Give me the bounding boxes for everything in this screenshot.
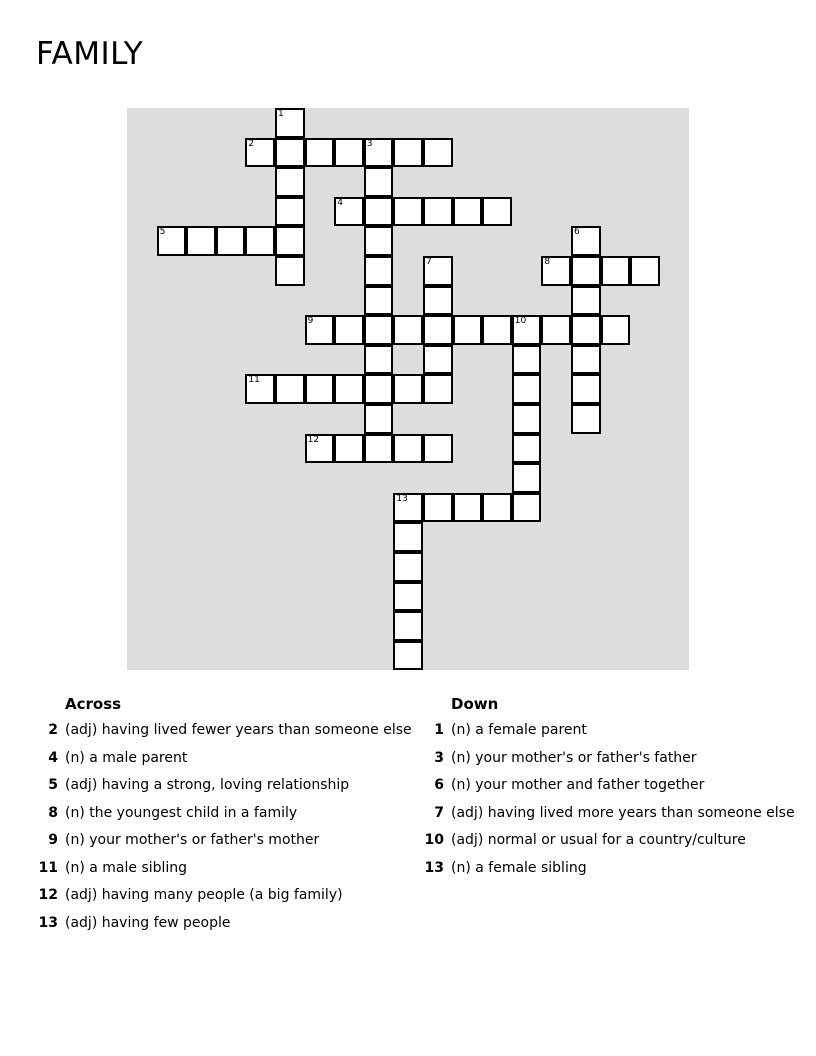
grid-cell[interactable] <box>393 522 423 552</box>
across-clue-item <box>30 805 412 833</box>
grid-cell[interactable] <box>482 197 512 227</box>
grid-cell[interactable] <box>305 138 335 168</box>
grid-cell[interactable] <box>423 315 453 345</box>
grid-cell[interactable] <box>512 493 542 523</box>
grid-cell[interactable] <box>393 138 423 168</box>
grid-cell[interactable] <box>393 641 423 671</box>
clue-number: 10 <box>424 832 444 848</box>
cell-number: 1 <box>278 109 284 119</box>
cell-number: 2 <box>248 138 255 149</box>
grid-cell[interactable] <box>275 138 305 168</box>
clue-number: 2 <box>48 722 58 738</box>
across-clue-item <box>30 750 412 778</box>
grid-cell[interactable] <box>275 226 305 256</box>
clue-number: 9 <box>48 832 58 848</box>
grid-cell[interactable] <box>423 434 453 464</box>
cell-number: 9 <box>307 316 314 327</box>
grid-cell[interactable] <box>364 374 394 404</box>
clue-number: 3 <box>434 749 444 766</box>
grid-cell[interactable] <box>305 315 335 345</box>
clue-text: (n) a male sibling <box>65 859 188 876</box>
down-heading: Down <box>451 695 499 713</box>
grid-cell[interactable] <box>364 197 394 227</box>
cell-number: 5 <box>159 227 166 238</box>
clue-text: (adj) normal or usual for a country/culture <box>451 832 746 848</box>
grid-cell[interactable] <box>512 345 542 375</box>
clue-text: (n) a female sibling <box>451 859 587 876</box>
grid-cell[interactable] <box>512 374 542 404</box>
cell-number: 6 <box>574 227 580 238</box>
down-clues <box>416 694 795 887</box>
grid-cell[interactable] <box>453 493 483 523</box>
across-clue-item <box>30 832 412 860</box>
grid-cell[interactable] <box>393 434 423 464</box>
grid-cell[interactable] <box>275 374 305 404</box>
clue-text: (n) your mother's or father's father <box>451 749 697 766</box>
grid-cell[interactable] <box>571 226 601 256</box>
grid-cell[interactable] <box>245 138 275 168</box>
clue-text: (adj) having few people <box>65 914 231 931</box>
grid-cell[interactable] <box>334 434 364 464</box>
grid-cell[interactable] <box>512 434 542 464</box>
cell-number: 8 <box>544 257 551 267</box>
grid-cell[interactable] <box>305 434 335 464</box>
grid-cell[interactable] <box>571 345 601 375</box>
grid-cell[interactable] <box>630 256 660 286</box>
grid-cell[interactable] <box>364 256 394 286</box>
clue-number: 12 <box>38 887 58 903</box>
grid-cell[interactable] <box>364 404 394 434</box>
cell-number: 4 <box>337 197 343 208</box>
grid-cell[interactable] <box>571 374 601 404</box>
grid-cell[interactable] <box>157 226 187 256</box>
grid-cell[interactable] <box>393 582 423 612</box>
grid-cell[interactable] <box>334 138 364 168</box>
grid-cell[interactable] <box>364 138 394 168</box>
grid-cell[interactable] <box>364 315 394 345</box>
grid-cell[interactable] <box>423 138 453 168</box>
down-clue-item <box>416 722 795 750</box>
across-clue-item <box>30 777 412 805</box>
down-clue-item <box>416 832 795 860</box>
cell-number: 7 <box>426 257 432 267</box>
down-clue-item <box>416 777 795 805</box>
cell-number: 13 <box>396 493 408 504</box>
clue-text: (adj) having lived fewer years than someone else <box>65 722 412 738</box>
grid-cell[interactable] <box>423 345 453 375</box>
grid-cell[interactable] <box>334 315 364 345</box>
clue-text: (n) your mother and father together <box>451 777 705 793</box>
clue-number: 13 <box>38 914 58 931</box>
grid-cell[interactable] <box>541 315 571 345</box>
clue-number: 11 <box>38 859 58 876</box>
grid-cell[interactable] <box>571 404 601 434</box>
grid-cell[interactable] <box>245 374 275 404</box>
grid-cell[interactable] <box>393 197 423 227</box>
grid-cell[interactable] <box>364 286 394 316</box>
clue-text: (adj) having a strong, loving relationship <box>65 777 350 793</box>
grid-cell[interactable] <box>423 493 453 523</box>
grid-cell[interactable] <box>364 167 394 197</box>
grid-cell[interactable] <box>423 256 453 286</box>
grid-cell[interactable] <box>541 256 571 286</box>
grid-cell[interactable] <box>275 197 305 227</box>
grid-cell[interactable] <box>393 493 423 523</box>
grid-cell[interactable] <box>334 374 364 404</box>
grid-cell[interactable] <box>364 345 394 375</box>
clue-number: 7 <box>434 804 444 821</box>
grid-cell[interactable] <box>245 226 275 256</box>
across-clue-item <box>30 860 412 888</box>
clue-number: 1 <box>434 722 444 738</box>
grid-cell[interactable] <box>275 108 305 138</box>
down-clue-item <box>416 805 795 833</box>
grid-cell[interactable] <box>423 374 453 404</box>
cell-number: 11 <box>248 375 260 386</box>
grid-cell[interactable] <box>512 404 542 434</box>
clue-number: 5 <box>48 777 58 793</box>
clue-number: 6 <box>434 777 444 793</box>
cell-number: 3 <box>366 138 373 149</box>
clue-number: 4 <box>48 749 58 766</box>
clue-text: (n) a female parent <box>451 722 587 738</box>
grid-cell[interactable] <box>512 463 542 493</box>
clue-number: 8 <box>48 804 58 821</box>
puzzle-title: FAMILY <box>36 36 144 72</box>
grid-cell[interactable] <box>571 256 601 286</box>
grid-cell[interactable] <box>393 374 423 404</box>
cell-number: 10 <box>514 316 527 327</box>
grid-cell[interactable] <box>423 197 453 227</box>
across-clue-item <box>30 887 412 915</box>
grid-cell[interactable] <box>216 226 246 256</box>
across-heading: Across <box>65 695 122 713</box>
clue-text: (adj) having many people (a big family) <box>65 887 343 903</box>
crossword-grid <box>127 108 689 670</box>
grid-cell[interactable] <box>364 434 394 464</box>
grid-cell[interactable] <box>512 315 542 345</box>
grid-cell[interactable] <box>334 197 364 227</box>
grid-cell[interactable] <box>423 286 453 316</box>
grid-cell[interactable] <box>453 315 483 345</box>
grid-cell[interactable] <box>571 286 601 316</box>
grid-cell[interactable] <box>393 315 423 345</box>
grid-cell[interactable] <box>393 552 423 582</box>
clue-text: (n) your mother's or father's mother <box>65 832 320 848</box>
grid-cell[interactable] <box>275 167 305 197</box>
grid-cell[interactable] <box>482 493 512 523</box>
clue-text: (adj) having lived more years than someone else <box>451 804 795 821</box>
across-clues <box>30 694 412 942</box>
grid-cell[interactable] <box>393 611 423 641</box>
grid-cell[interactable] <box>186 226 216 256</box>
grid-cell[interactable] <box>453 197 483 227</box>
down-clue-item <box>416 750 795 778</box>
across-clue-item <box>30 915 412 943</box>
grid-cell[interactable] <box>482 315 512 345</box>
clue-text: (n) the youngest child in a family <box>65 804 298 821</box>
clue-number: 13 <box>424 859 444 876</box>
cell-number: 12 <box>307 434 320 445</box>
grid-cell[interactable] <box>364 226 394 256</box>
grid-cell[interactable] <box>275 256 305 286</box>
across-clue-item <box>30 722 412 750</box>
grid-cell[interactable] <box>571 315 601 345</box>
down-clue-item <box>416 860 795 888</box>
grid-cell[interactable] <box>305 374 335 404</box>
clue-text: (n) a male parent <box>65 749 188 766</box>
grid-cell[interactable] <box>601 315 631 345</box>
grid-cell[interactable] <box>601 256 631 286</box>
